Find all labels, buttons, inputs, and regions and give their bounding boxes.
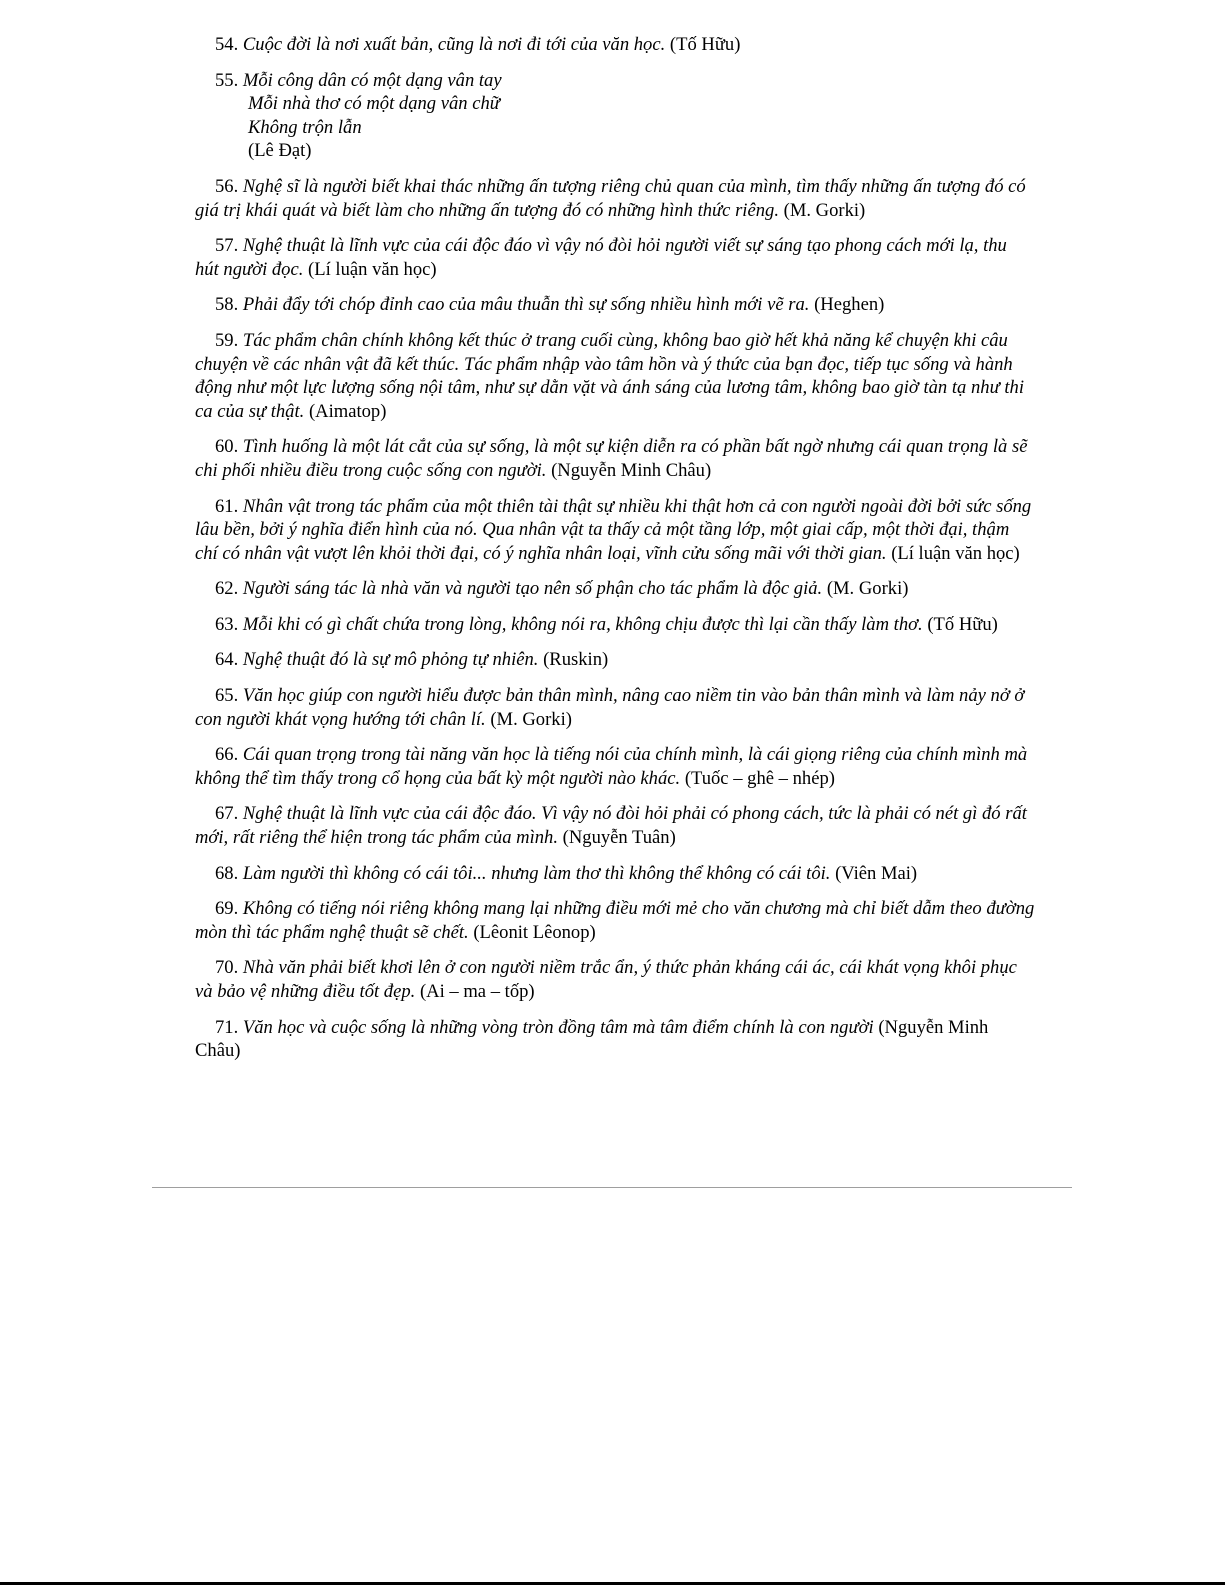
poem-line: Không trộn lẫn [248,116,362,138]
quote-text: Làm người thì không có cái tôi... nhưng làm thơ thì không thể không có cái tôi. [242,862,831,884]
quote-number: 55. [215,69,243,91]
quote-71 [195,1016,1035,1063]
quote-text: Văn học và cuộc sống là những vòng tròn đồng tâm mà tâm điểm chính là con người [242,1016,874,1038]
quote-number: 54. [215,34,243,55]
quote-text: Tình huống là một lát cắt của sự sống, là một sự kiện diễn ra có phần bất ngờ nhưng cái quan trọng là sẽ chi phối nhiều điều trong cuộc sống con người. [195,436,1028,481]
quote-number: 57. [215,235,243,257]
quote-64 [195,648,1035,672]
poem-line: Mỗi nhà thơ có một dạng vân chữ [248,93,500,115]
quote-number: 64. [215,649,243,671]
poem-first-line [215,69,1035,93]
quote-number: 62. [215,578,243,600]
quote-source: (Nguyễn Tuân) [558,827,676,849]
quote-57 [195,234,1035,281]
quote-source: (Lí luận văn học) [303,258,437,280]
quote-number: 61. [215,495,243,517]
quote-source: (Tố Hữu) [665,34,741,55]
quote-source: (Heghen) [809,294,885,316]
quote-number: 63. [215,613,243,635]
quote-text: Cái quan trọng trong tài năng văn học là tiếng nói của chính mình, là cái giọng riêng của chính mình mà không thể tìm thấy trong cổ họng của bất kỳ một người nào khác. [195,744,1028,789]
quote-text: Phải đẩy tới chóp đỉnh cao của mâu thuẫn thì sự sống nhiều hình mới vẽ ra. [242,294,810,316]
quote-60 [195,435,1035,482]
quote-69 [195,897,1035,944]
quote-68 [195,862,1035,886]
footer-divider [152,1187,1072,1188]
quote-text: Nghệ thuật là lĩnh vực của cái độc đáo. Vì vậy nó đòi hỏi phải có phong cách, tức là phải có nét gì đó rất mới, rất riêng thể hiện trong tác phẩm của mình. [195,803,1027,849]
quote-65 [195,684,1035,731]
quote-source: (Tuốc – ghê – nhép) [680,767,835,789]
quote-text: Mỗi khi có gì chất chứa trong lòng, không nói ra, không chịu được thì lại cần thấy làm thơ. [242,613,923,635]
quote-62 [195,577,1035,601]
quote-number: 67. [215,803,243,825]
quote-text: Nhân vật trong tác phẩm của một thiên tài thật sự nhiều khi thật hơn cả con người ngoài đời bởi sức sống lâu bền, bởi ý nghĩa điển hình của nó. Qua nhân vật ta thấy cả một tầng lớp, một giai cấp, một thời đại, thậm chí có nhân vật vượt lên khỏi thời đại, có ý nghĩa nhân loại, vĩnh cửu sống mãi với thời gian. [195,495,1032,564]
quote-70 [195,956,1035,1003]
quote-66 [195,743,1035,790]
quote-number: 56. [215,175,243,197]
quote-number: 66. [215,744,243,766]
quote-text: Nhà văn phải biết khơi lên ở con người niềm trắc ẩn, ý thức phản kháng cái ác, cái khát vọng khôi phục và bảo vệ những điều tốt đẹp. [195,957,1017,1002]
quote-54 [195,33,1035,57]
quote-number: 70. [215,957,243,979]
quote-text: Văn học giúp con người hiểu được bản thân mình, nâng cao niềm tin vào bản thân mình và làm nảy nở ở con người khát vọng hướng tới chân lí. [195,685,1025,730]
quote-source: (Tố Hữu) [922,613,998,635]
quote-source: (Nguyễn Minh Châu) [546,459,712,481]
quote-number: 59. [215,329,243,351]
quote-number: 65. [215,685,243,707]
quote-source: (Ai – ma – tốp) [415,981,535,1002]
quote-text: Người sáng tác là nhà văn và người tạo nên số phận cho tác phẩm là độc giả. [242,578,823,600]
quote-source: (Viên Mai) [830,862,918,884]
quote-67 [195,802,1035,849]
quote-text: Cuộc đời là nơi xuất bản, cũng là nơi đi tới của văn học. [242,34,666,55]
quote-source: (Lêonit Lêonop) [468,921,596,943]
quote-source: (Nguyễn Minh Châu) [195,1016,989,1062]
quote-text: Không có tiếng nói riêng không mang lại những điều mới mẻ cho văn chương mà chỉ biết dẫm theo đường mòn thì tác phẩm nghệ thuật sẽ chết. [195,898,1035,943]
quote-number: 58. [215,294,243,316]
quote-text: Nghệ sĩ là người biết khai thác những ấn tượng riêng chủ quan của mình, tìm thấy những ấn tượng đó có giá trị khái quát và biết làm cho những ấn tượng đó có những hình thức riêng. [195,175,1026,221]
quote-source: (Lê Đạt) [248,140,312,162]
quote-61 [195,495,1035,566]
quote-59 [195,329,1035,423]
quote-63 [195,613,1035,637]
quote-number: 69. [215,898,243,920]
quote-text: Nghệ thuật là lĩnh vực của cái độc đáo vì vậy nó đòi hỏi người viết sự sáng tạo phong cách mới lạ, thu hút người đọc. [195,235,1007,280]
quote-source: (M. Gorki) [822,578,909,600]
quote-source: (Aimatop) [304,400,387,422]
quote-number: 71. [215,1016,243,1038]
quote-text: Nghệ thuật đó là sự mô phỏng tự nhiên. [242,649,539,671]
quote-source: (M. Gorki) [778,199,866,221]
quote-source: (Ruskin) [538,649,609,671]
quote-58 [195,293,1035,317]
quote-source: (Lí luận văn học) [886,542,1020,564]
quote-source: (M. Gorki) [485,708,572,730]
poem-line: Mỗi công dân có một dạng vân tay [242,69,502,91]
quote-list [195,33,1035,1075]
quote-number: 60. [215,436,243,458]
quote-text: Tác phẩm chân chính không kết thúc ở trang cuối cùng, không bao giờ hết khả năng kể chuyện khi câu chuyện về các nhân vật đã kết thúc. Tác phẩm nhập vào tâm hồn và ý thức của bạn đọc, tiếp tục sống và hành động như một lực lượng sống nội tâm, như sự dằn vặt và ánh sáng của lương tâm, không bao giờ tàn tạ như thi ca của sự thật. [195,329,1024,422]
quote-55 [215,69,1035,163]
quote-number: 68. [215,862,243,884]
quote-56 [195,175,1035,222]
